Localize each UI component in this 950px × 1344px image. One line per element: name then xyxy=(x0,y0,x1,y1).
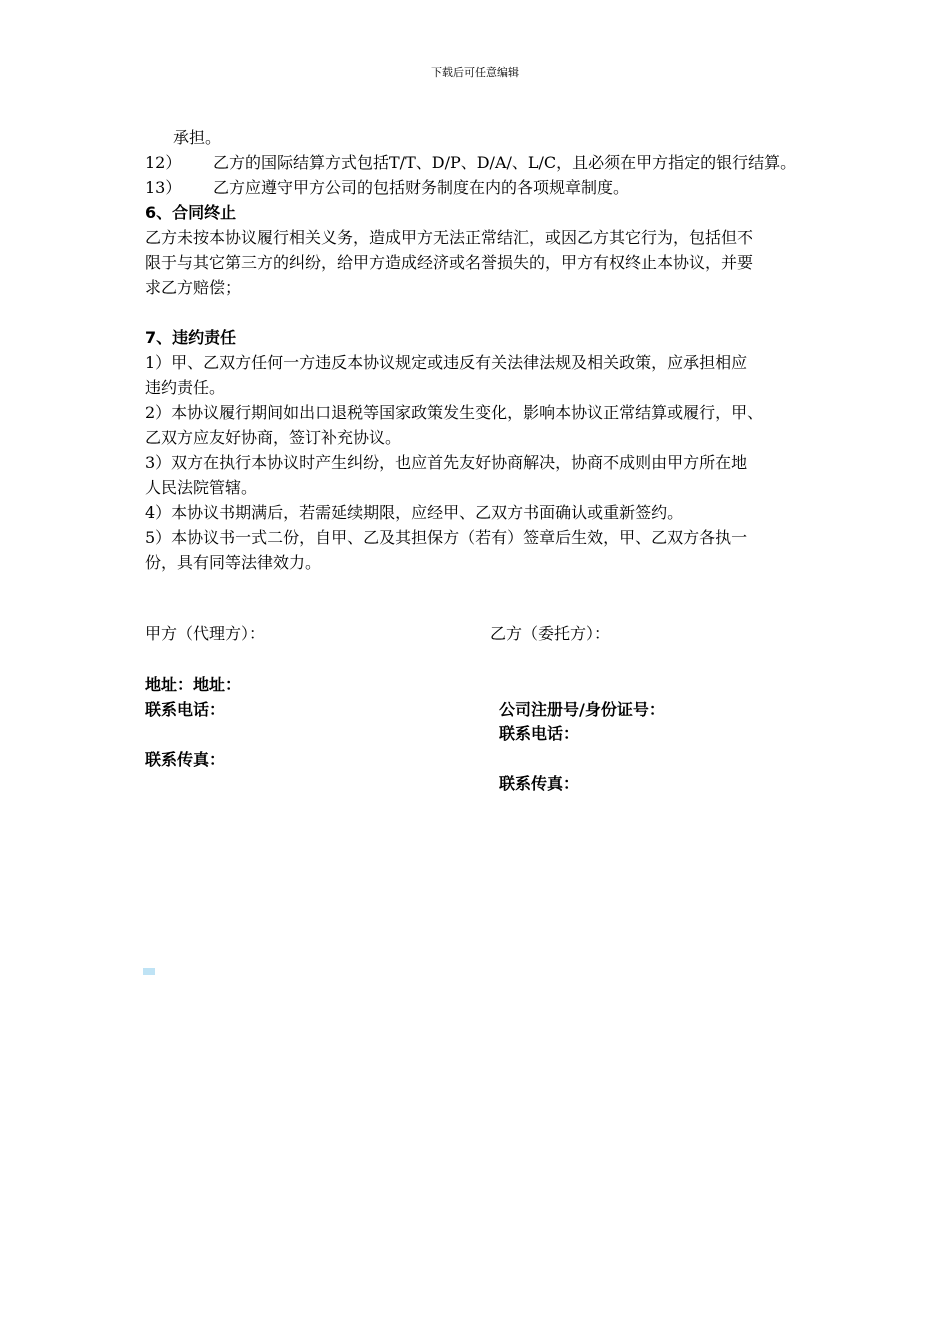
liability-item-3-cont: 人民法院管辖。 xyxy=(145,478,258,497)
clause-number: 13） xyxy=(145,178,182,197)
page-header: 下载后可任意编辑 xyxy=(431,66,519,79)
liability-item-5: 5）本协议书一式二份，自甲、乙及其担保方（若有）签章后生效，甲、乙双方各执一 xyxy=(145,528,748,547)
party-b-label: 乙方（委托方）： xyxy=(490,624,611,643)
liability-item-3: 3）双方在执行本协议时产生纠纷，也应首先友好协商解决，协商不成则由甲方所在地 xyxy=(145,453,748,472)
section-heading-liability: 7、违约责任 xyxy=(145,328,237,347)
liability-item-2-cont: 乙双方应友好协商，签订补充协议。 xyxy=(145,428,402,447)
liability-item-1-cont: 违约责任。 xyxy=(145,378,226,397)
party-a-fax: 联系传真： xyxy=(145,750,226,769)
document-body xyxy=(145,125,885,575)
clause-13 xyxy=(145,175,885,200)
clause-text: 乙方应遵守甲方公司的包括财务制度在内的各项规章制度。 xyxy=(213,178,630,197)
party-a-address: 地址：地址： xyxy=(145,675,242,694)
liability-item-1: 1）甲、乙双方任何一方违反本协议规定或违反有关法律法规及相关政策，应承担相应 xyxy=(145,353,748,372)
clause-number: 12） xyxy=(145,153,182,172)
party-a-phone: 联系电话： xyxy=(145,700,226,719)
party-b-registration: 公司注册号/身份证号： xyxy=(499,700,665,719)
liability-item-5-cont: 份，具有同等法律效力。 xyxy=(145,553,322,572)
termination-text-line: 限于与其它第三方的纠纷，给甲方造成经济或名誉损失的，甲方有权终止本协议，并要 xyxy=(145,253,754,272)
section-heading-termination: 6、合同终止 xyxy=(145,203,237,222)
termination-text-line: 求乙方赔偿； xyxy=(145,278,242,297)
liability-item-4: 4）本协议书期满后，若需延续期限，应经甲、乙双方书面确认或重新签约。 xyxy=(145,503,684,522)
clause-12 xyxy=(145,150,885,175)
party-b-phone: 联系电话： xyxy=(499,724,580,743)
termination-text-line: 乙方未按本协议履行相关义务，造成甲方无法正常结汇，或因乙方其它行为，包括但不 xyxy=(145,228,754,247)
party-b-fax: 联系传真： xyxy=(499,774,580,793)
paragraph-continuation: 承担。 xyxy=(173,128,222,147)
highlight-mark xyxy=(143,968,155,975)
blank-line xyxy=(145,300,885,325)
clause-text: 乙方的国际结算方式包括T/T、D/P、D/A/、L/C，且必须在甲方指定的银行结算。 xyxy=(213,153,797,172)
party-a-label: 甲方（代理方）： xyxy=(145,624,266,643)
liability-item-2: 2）本协议履行期间如出口退税等国家政策发生变化，影响本协议正常结算或履行，甲、 xyxy=(145,403,764,422)
